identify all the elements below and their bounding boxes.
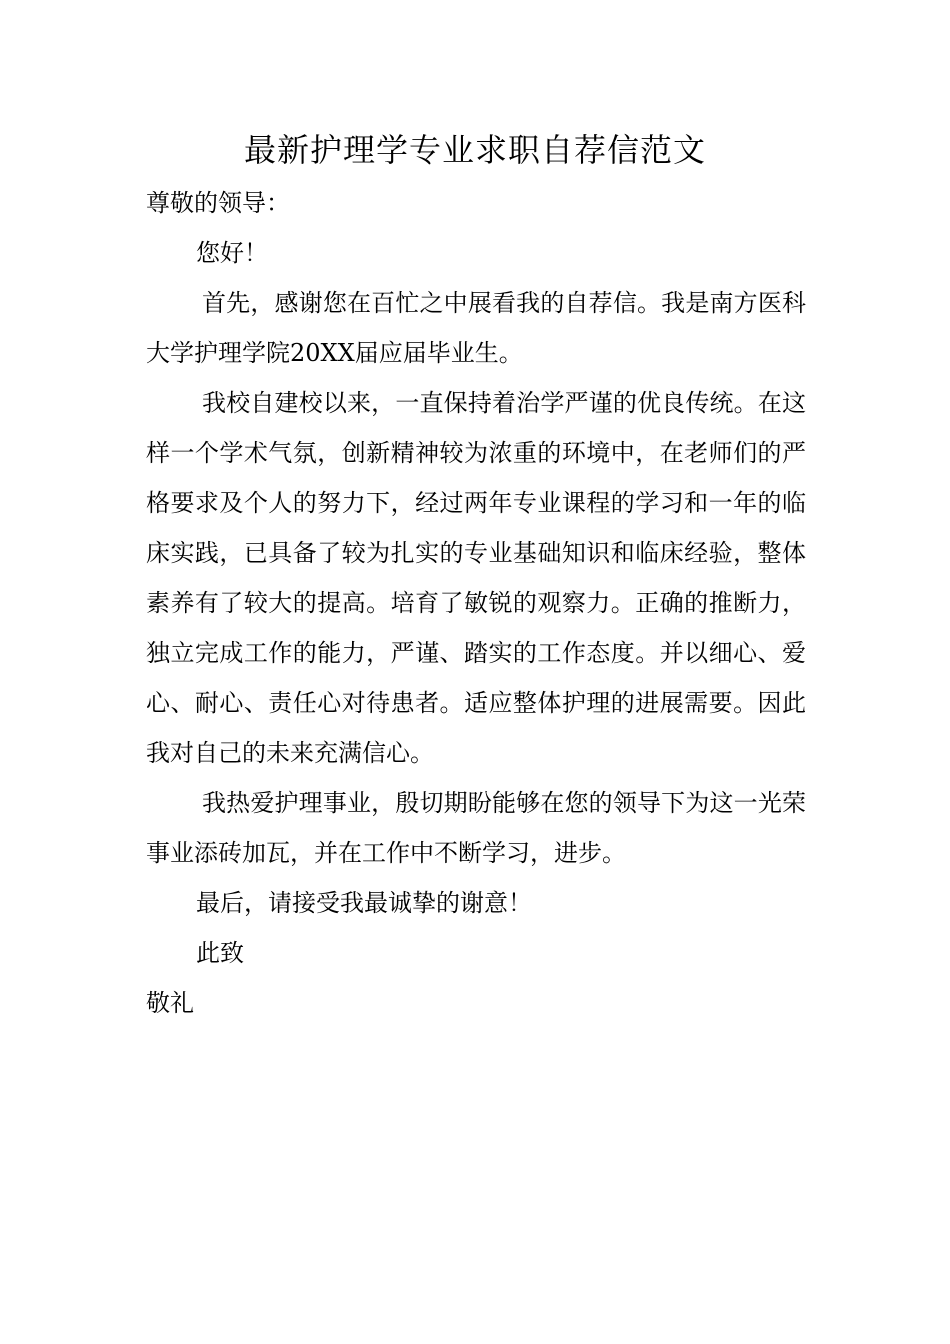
paragraph-intro: 首先，感谢您在百忙之中展看我的自荐信。我是南方医科大学护理学院20XX届应届毕业生。 [146, 289, 806, 367]
letter-body [146, 178, 806, 1028]
closing-phrase-1: 此致 [196, 939, 244, 967]
paragraph-aspiration: 我热爱护理事业，殷切期盼能够在您的领导下为这一光荣事业添砖加瓦，并在工作中不断学习，进步。 [146, 789, 806, 867]
document-title: 最新护理学专业求职自荐信范文 [243, 131, 706, 169]
closing-phrase-2: 敬礼 [146, 989, 194, 1017]
greeting: 您好！ [196, 239, 268, 267]
closing-thanks: 最后，请接受我最诚挚的谢意！ [196, 889, 532, 917]
salutation: 尊敬的领导： [146, 189, 290, 217]
paragraph-education: 我校自建校以来，一直保持着治学严谨的优良传统。在这样一个学术气氛，创新精神较为浓重的环境中，在老师们的严格要求及个人的努力下，经过两年专业课程的学习和一年的临床实践，已具备了较为扎实的专业基础知识和临床经验，整体素养有了较大的提高。培育了敏锐的观察力。正确的推断力，独立完成工作的能力，严谨、踏实的工作态度。并以细心、爱心、耐心、责任心对待患者。适应整体护理的进展需要。因此我对自己的未来充满信心。 [146, 389, 806, 767]
